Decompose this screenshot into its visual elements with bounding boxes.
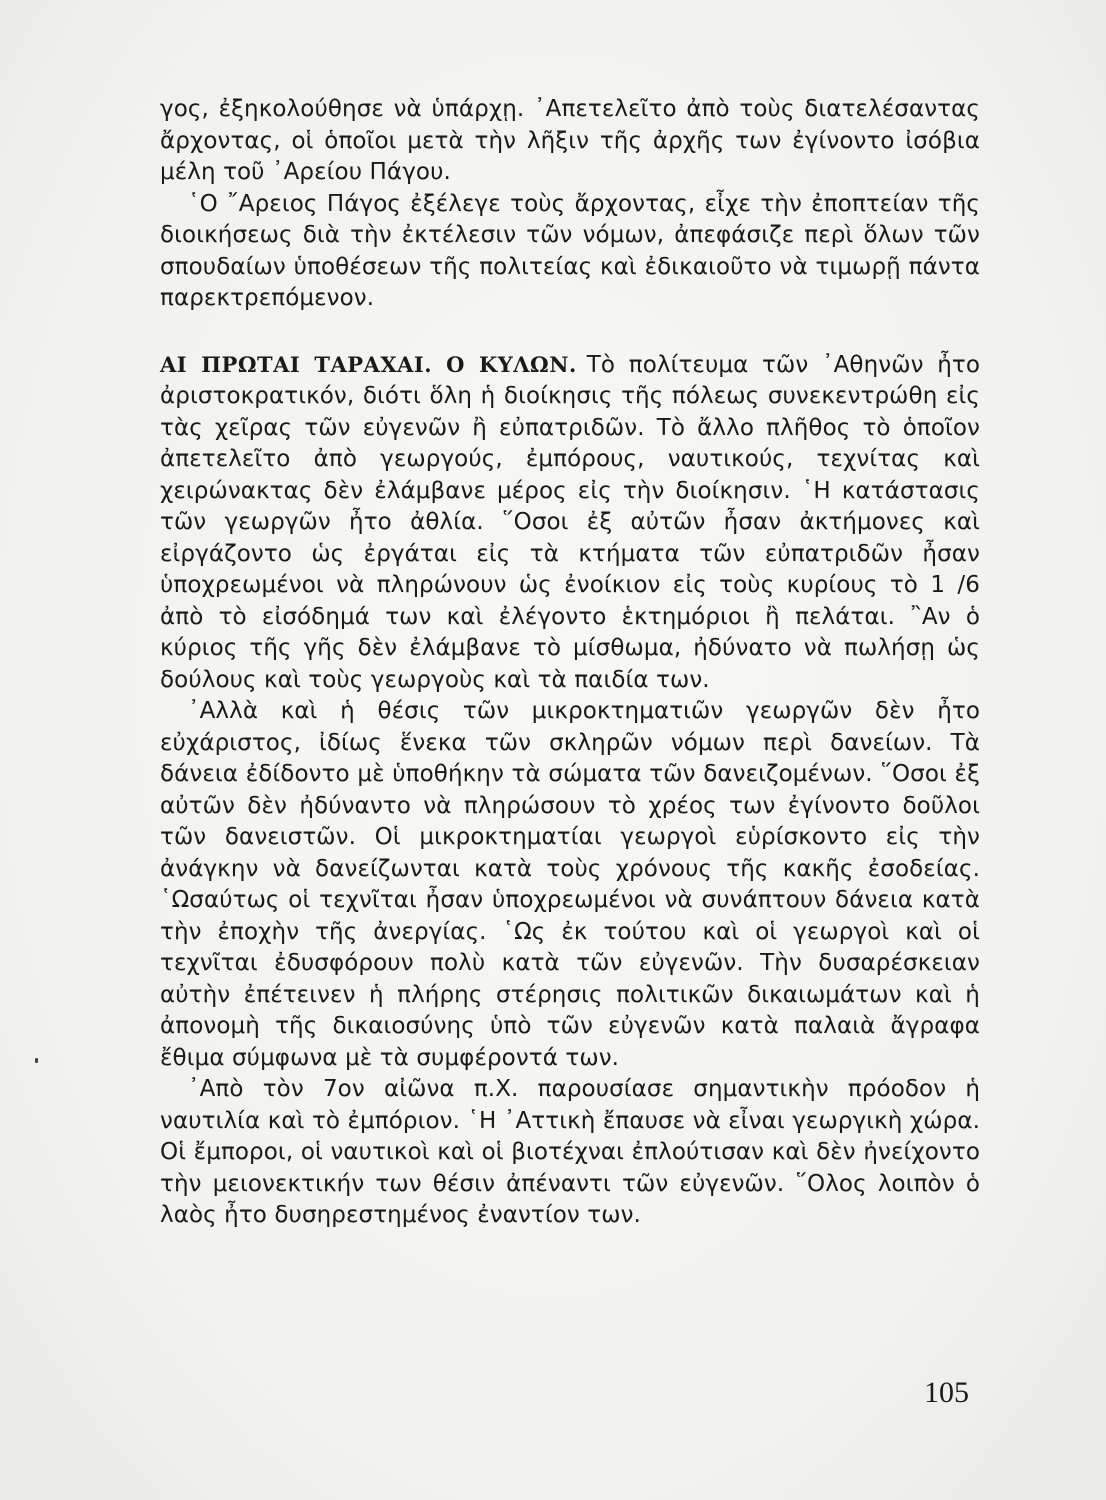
paragraph-naftilia: ᾿Απὸ τὸν 7ον αἰῶνα π.Χ. παρουσίασε σημαντικὴν πρόοδον ἡ ναυτιλία καὶ τὸ ἐμπόριον. ῾Η ᾿Αττικὴ ἔπαυσε νὰ εἶναι γεωργικὴ χώρα. Οἱ ἔμποροι, οἱ ναυτικοὶ καὶ οἱ βιοτέχναι ἐπλούτισαν καὶ δὲν ἠνείχοντο τὴν μειονεκτικήν των θέσιν ἀπέναντι τῶν εὐγενῶν. ῞Ολος λοιπὸν ὁ λαὸς ἦτο δυσηρεστημένος ἐναντίον των. <box>160 1076 980 1228</box>
paragraph-mikroktimatiai: ᾿Αλλὰ καὶ ἡ θέσις τῶν μικροκτηματιῶν γεωργῶν δὲν ἦτο εὐχάριστος, ἰδίως ἕνεκα τῶν σκληρῶν νόμων περὶ δανείων. Τὰ δάνεια ἐδίδοντο μὲ ὑποθήκην τὰ σώματα τῶν δανειζομένων. ῞Οσοι ἐξ αὐτῶν δὲν ἠδύναντο νὰ πληρώσουν τὸ χρέος των ἐγίνοντο δοῦλοι τῶν δανειστῶν. Οἱ μικροκτηματίαι γεωργοὶ εὑρίσκοντο εἰς τὴν ἀνάγκην νὰ δανείζωνται κατὰ τοὺς χρόνους τῆς κακῆς ἐσοδείας. ῾Ωσαύτως οἱ τεχνῖται ἦσαν ὑποχρεωμένοι νὰ συνάπτουν δάνεια κατὰ τὴν ἐποχὴν τῆς ἀνεργίας. ῾Ως ἐκ τούτου καὶ οἱ γεωργοὶ καὶ οἱ τεχνῖται ἐδυσφόρουν πολὺ κατὰ τῶν εὐγενῶν. Τὴν δυσαρέσκειαν αὐτὴν ἐπέτεινεν ἡ πλήρης στέρησις πολιτικῶν δικαιωμάτων καὶ ἡ ἀπονομὴ τῆς δικαιοσύνης ὑπὸ τῶν εὐγενῶν κατὰ παλαιὰ ἄγραφα ἔθιμα σύμφωνα μὲ τὰ συμφέροντά των. <box>160 698 980 1071</box>
print-speck <box>35 1058 38 1063</box>
paragraph-areios-pagos: ῾Ο ῎Αρειος Πάγος ἐξέλεγε τοὺς ἄρχοντας, εἶχε τὴν ἐποπτείαν τῆς διοικήσεως διὰ τὴν ἐκτέλεσιν τῶν νόμων, ἀπεφάσιζε περὶ ὅλων τῶν σπουδαίων ὑποθέσεων τῆς πολιτείας καὶ ἐδικαιοῦτο νὰ τιμωρῇ πάντα παρεκτρεπόμενον. <box>160 190 980 311</box>
section-body: Τὸ πολίτευμα τῶν ᾿Αθηνῶν ἦτο ἀριστοκρατικόν, διότι ὅλη ἡ διοίκησις τῆς πόλεως συνεκεντρώθη εἰς τὰς χεῖρας τῶν εὐγενῶν ἢ εὐπατριδῶν. Τὸ ἄλλο πλῆθος τὸ ὁποῖον ἀπετελεῖτο ἀπὸ γεωργούς, ἐμπόρους, ναυτικούς, τεχνίτας καὶ χειρώνακτας δὲν ἐλάμβανε μέρος εἰς τὴν διοίκησιν. ῾Η κατάστασις τῶν γεωργῶν ἦτο ἀθλία. ῞Οσοι ἐξ αὐτῶν ἦσαν ἀκτήμονες καὶ εἰργάζοντο ὡς ἐργάται εἰς τὰ κτήματα τῶν εὐπατριδῶν ἦσαν ὑποχρεωμένοι νὰ πληρώνουν ὡς ἐνοίκιον εἰς τοὺς κυρίους τὸ 1 /6 ἀπὸ τὸ εἰσόδημά των καὶ ἐλέγοντο ἑκτημόριοι ἢ πελάται. ῍Αν ὁ κύριος τῆς γῆς δὲν ἐλάμβανε τὸ μίσθωμα, ἠδύνατο νὰ πωλήσῃ ὡς δούλους καὶ τοὺς γεωργοὺς καὶ τὰ παιδία των. <box>160 351 980 693</box>
section-spacer <box>160 315 980 349</box>
paragraph-continuation: γος, ἐξηκολούθησε νὰ ὑπάρχῃ. ᾿Απετελεῖτο ἀπὸ τοὺς διατελέσαντας ἄρχοντας, οἱ ὁποῖοι μετὰ τὴν λῆξιν τῆς ἀρχῆς των ἐγίνοντο ἰσόβια μέλη τοῦ ᾿Αρείου Πάγου. <box>160 96 980 185</box>
body-text <box>160 94 980 1232</box>
page-number: 105 <box>924 1376 969 1409</box>
paragraph-section-taraxai <box>160 349 980 697</box>
section-heading: ΑΙ ΠΡΩΤΑΙ ΤΑΡΑΧΑΙ. Ο ΚΥΛΩΝ. <box>160 351 577 377</box>
